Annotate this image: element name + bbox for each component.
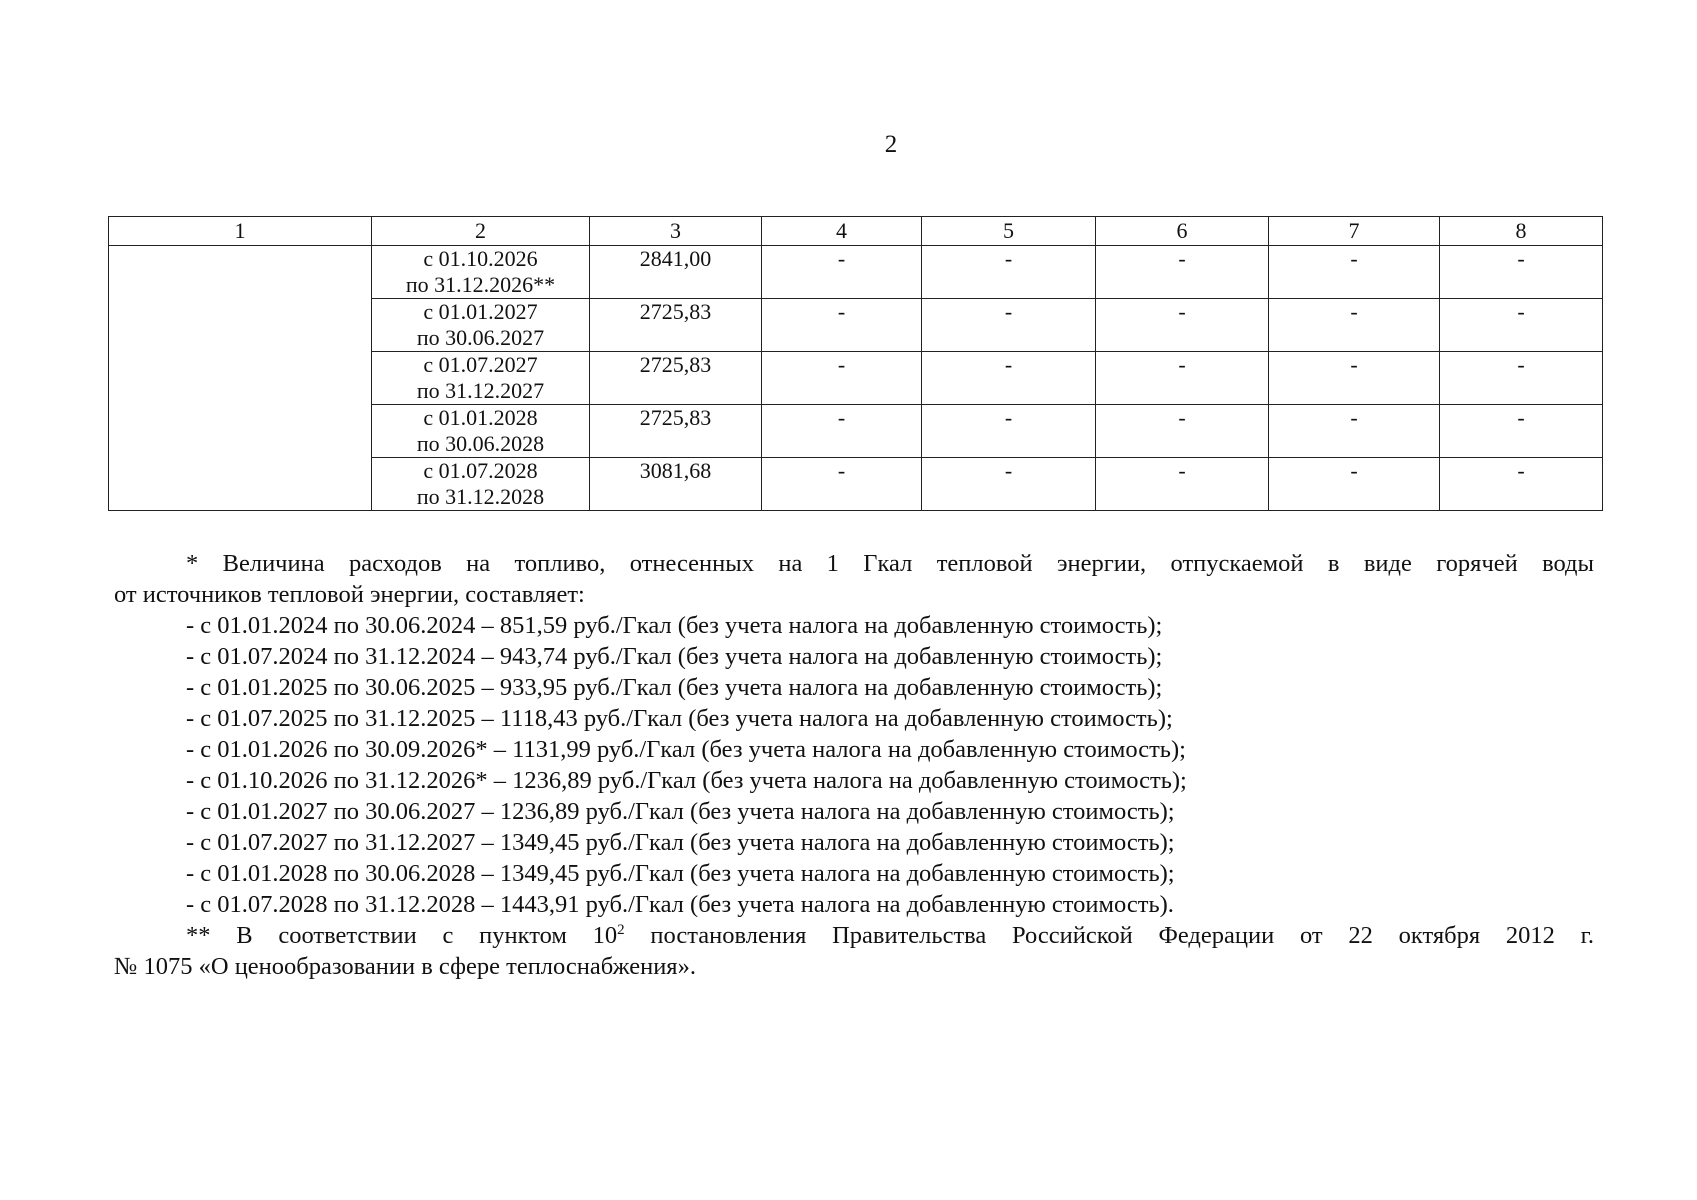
tariff-table	[108, 216, 1603, 511]
dash-cell: -	[922, 458, 1096, 511]
dash-cell: -	[762, 352, 922, 405]
dash-cell: -	[1440, 458, 1603, 511]
dash-cell: -	[762, 405, 922, 458]
fuel-item: - с 01.01.2026 по 30.09.2026* – 1131,99 руб./Гкал (без учета налога на добавленную стоимость);	[186, 736, 1186, 763]
dash-cell: -	[1096, 299, 1269, 352]
table-header-row	[109, 217, 1603, 246]
column-header: 7	[1269, 217, 1440, 246]
value-cell: 2725,83	[590, 405, 762, 458]
dash-cell: -	[1440, 405, 1603, 458]
dash-cell: -	[1440, 352, 1603, 405]
fuel-item: - с 01.01.2028 по 30.06.2028 – 1349,45 руб./Гкал (без учета налога на добавленную стоимость);	[186, 860, 1175, 887]
dash-cell: -	[762, 246, 922, 299]
period-cell: с 01.01.2028 по 30.06.2028	[372, 405, 590, 458]
fuel-item: - с 01.07.2025 по 31.12.2025 – 1118,43 руб./Гкал (без учета налога на добавленную стоимость);	[186, 705, 1173, 732]
dash-cell: -	[1440, 246, 1603, 299]
value-cell: 2725,83	[590, 352, 762, 405]
column-header: 1	[109, 217, 372, 246]
dash-cell: -	[762, 458, 922, 511]
fuel-note-intro-line2: от источников тепловой энергии, составляет:	[114, 581, 585, 608]
column-header: 2	[372, 217, 590, 246]
dash-cell: -	[922, 405, 1096, 458]
dash-cell: -	[762, 299, 922, 352]
regulation-footnote-line2: № 1075 «О ценообразовании в сфере теплоснабжения».	[114, 953, 696, 980]
dash-cell: -	[1269, 458, 1440, 511]
fuel-item: - с 01.07.2028 по 31.12.2028 – 1443,91 руб./Гкал (без учета налога на добавленную стоимость).	[186, 891, 1174, 918]
period-cell: с 01.07.2028 по 31.12.2028	[372, 458, 590, 511]
fuel-note-intro-line1: * Величина расходов на топливо, отнесенных на 1 Гкал тепловой энергии, отпускаемой в виде горячей воды	[186, 550, 1594, 577]
dash-cell: -	[922, 246, 1096, 299]
footnotes	[114, 548, 1594, 982]
regulation-footnote-line1: ** В соответствии с пунктом $10^2$ постановления Правительства Российской Федерации от 22 октября 2012 г.	[186, 921, 1595, 949]
dash-cell: -	[1269, 405, 1440, 458]
dash-cell: -	[1096, 405, 1269, 458]
dash-cell: -	[1269, 299, 1440, 352]
table-row	[109, 246, 1603, 299]
page-number: 2	[884, 131, 898, 158]
fuel-item: - с 01.10.2026 по 31.12.2026* – 1236,89 руб./Гкал (без учета налога на добавленную стоимость);	[186, 767, 1187, 794]
dash-cell: -	[1096, 246, 1269, 299]
column-header: 5	[922, 217, 1096, 246]
fuel-item: - с 01.01.2027 по 30.06.2027 – 1236,89 руб./Гкал (без учета налога на добавленную стоимость);	[186, 798, 1175, 825]
period-cell: с 01.10.2026 по 31.12.2026**	[372, 246, 590, 299]
fuel-item: - с 01.07.2024 по 31.12.2024 – 943,74 руб./Гкал (без учета налога на добавленную стоимость);	[186, 643, 1163, 670]
dash-cell: -	[922, 299, 1096, 352]
merged-empty-cell	[109, 246, 372, 511]
period-cell: с 01.07.2027 по 31.12.2027	[372, 352, 590, 405]
dash-cell: -	[1096, 458, 1269, 511]
fuel-item: - с 01.01.2024 по 30.06.2024 – 851,59 руб./Гкал (без учета налога на добавленную стоимость);	[186, 612, 1163, 639]
dash-cell: -	[1440, 299, 1603, 352]
superscript: 2	[617, 921, 625, 938]
fuel-item: - с 01.01.2025 по 30.06.2025 – 933,95 руб./Гкал (без учета налога на добавленную стоимость);	[186, 674, 1163, 701]
value-cell: 3081,68	[590, 458, 762, 511]
value-cell: 2841,00	[590, 246, 762, 299]
column-header: 4	[762, 217, 922, 246]
column-header: 8	[1440, 217, 1603, 246]
value-cell: 2725,83	[590, 299, 762, 352]
column-header: 6	[1096, 217, 1269, 246]
dash-cell: -	[922, 352, 1096, 405]
column-header: 3	[590, 217, 762, 246]
fuel-item: - с 01.07.2027 по 31.12.2027 – 1349,45 руб./Гкал (без учета налога на добавленную стоимость);	[186, 829, 1175, 856]
dash-cell: -	[1269, 246, 1440, 299]
period-cell: с 01.01.2027 по 30.06.2027	[372, 299, 590, 352]
dash-cell: -	[1096, 352, 1269, 405]
dash-cell: -	[1269, 352, 1440, 405]
